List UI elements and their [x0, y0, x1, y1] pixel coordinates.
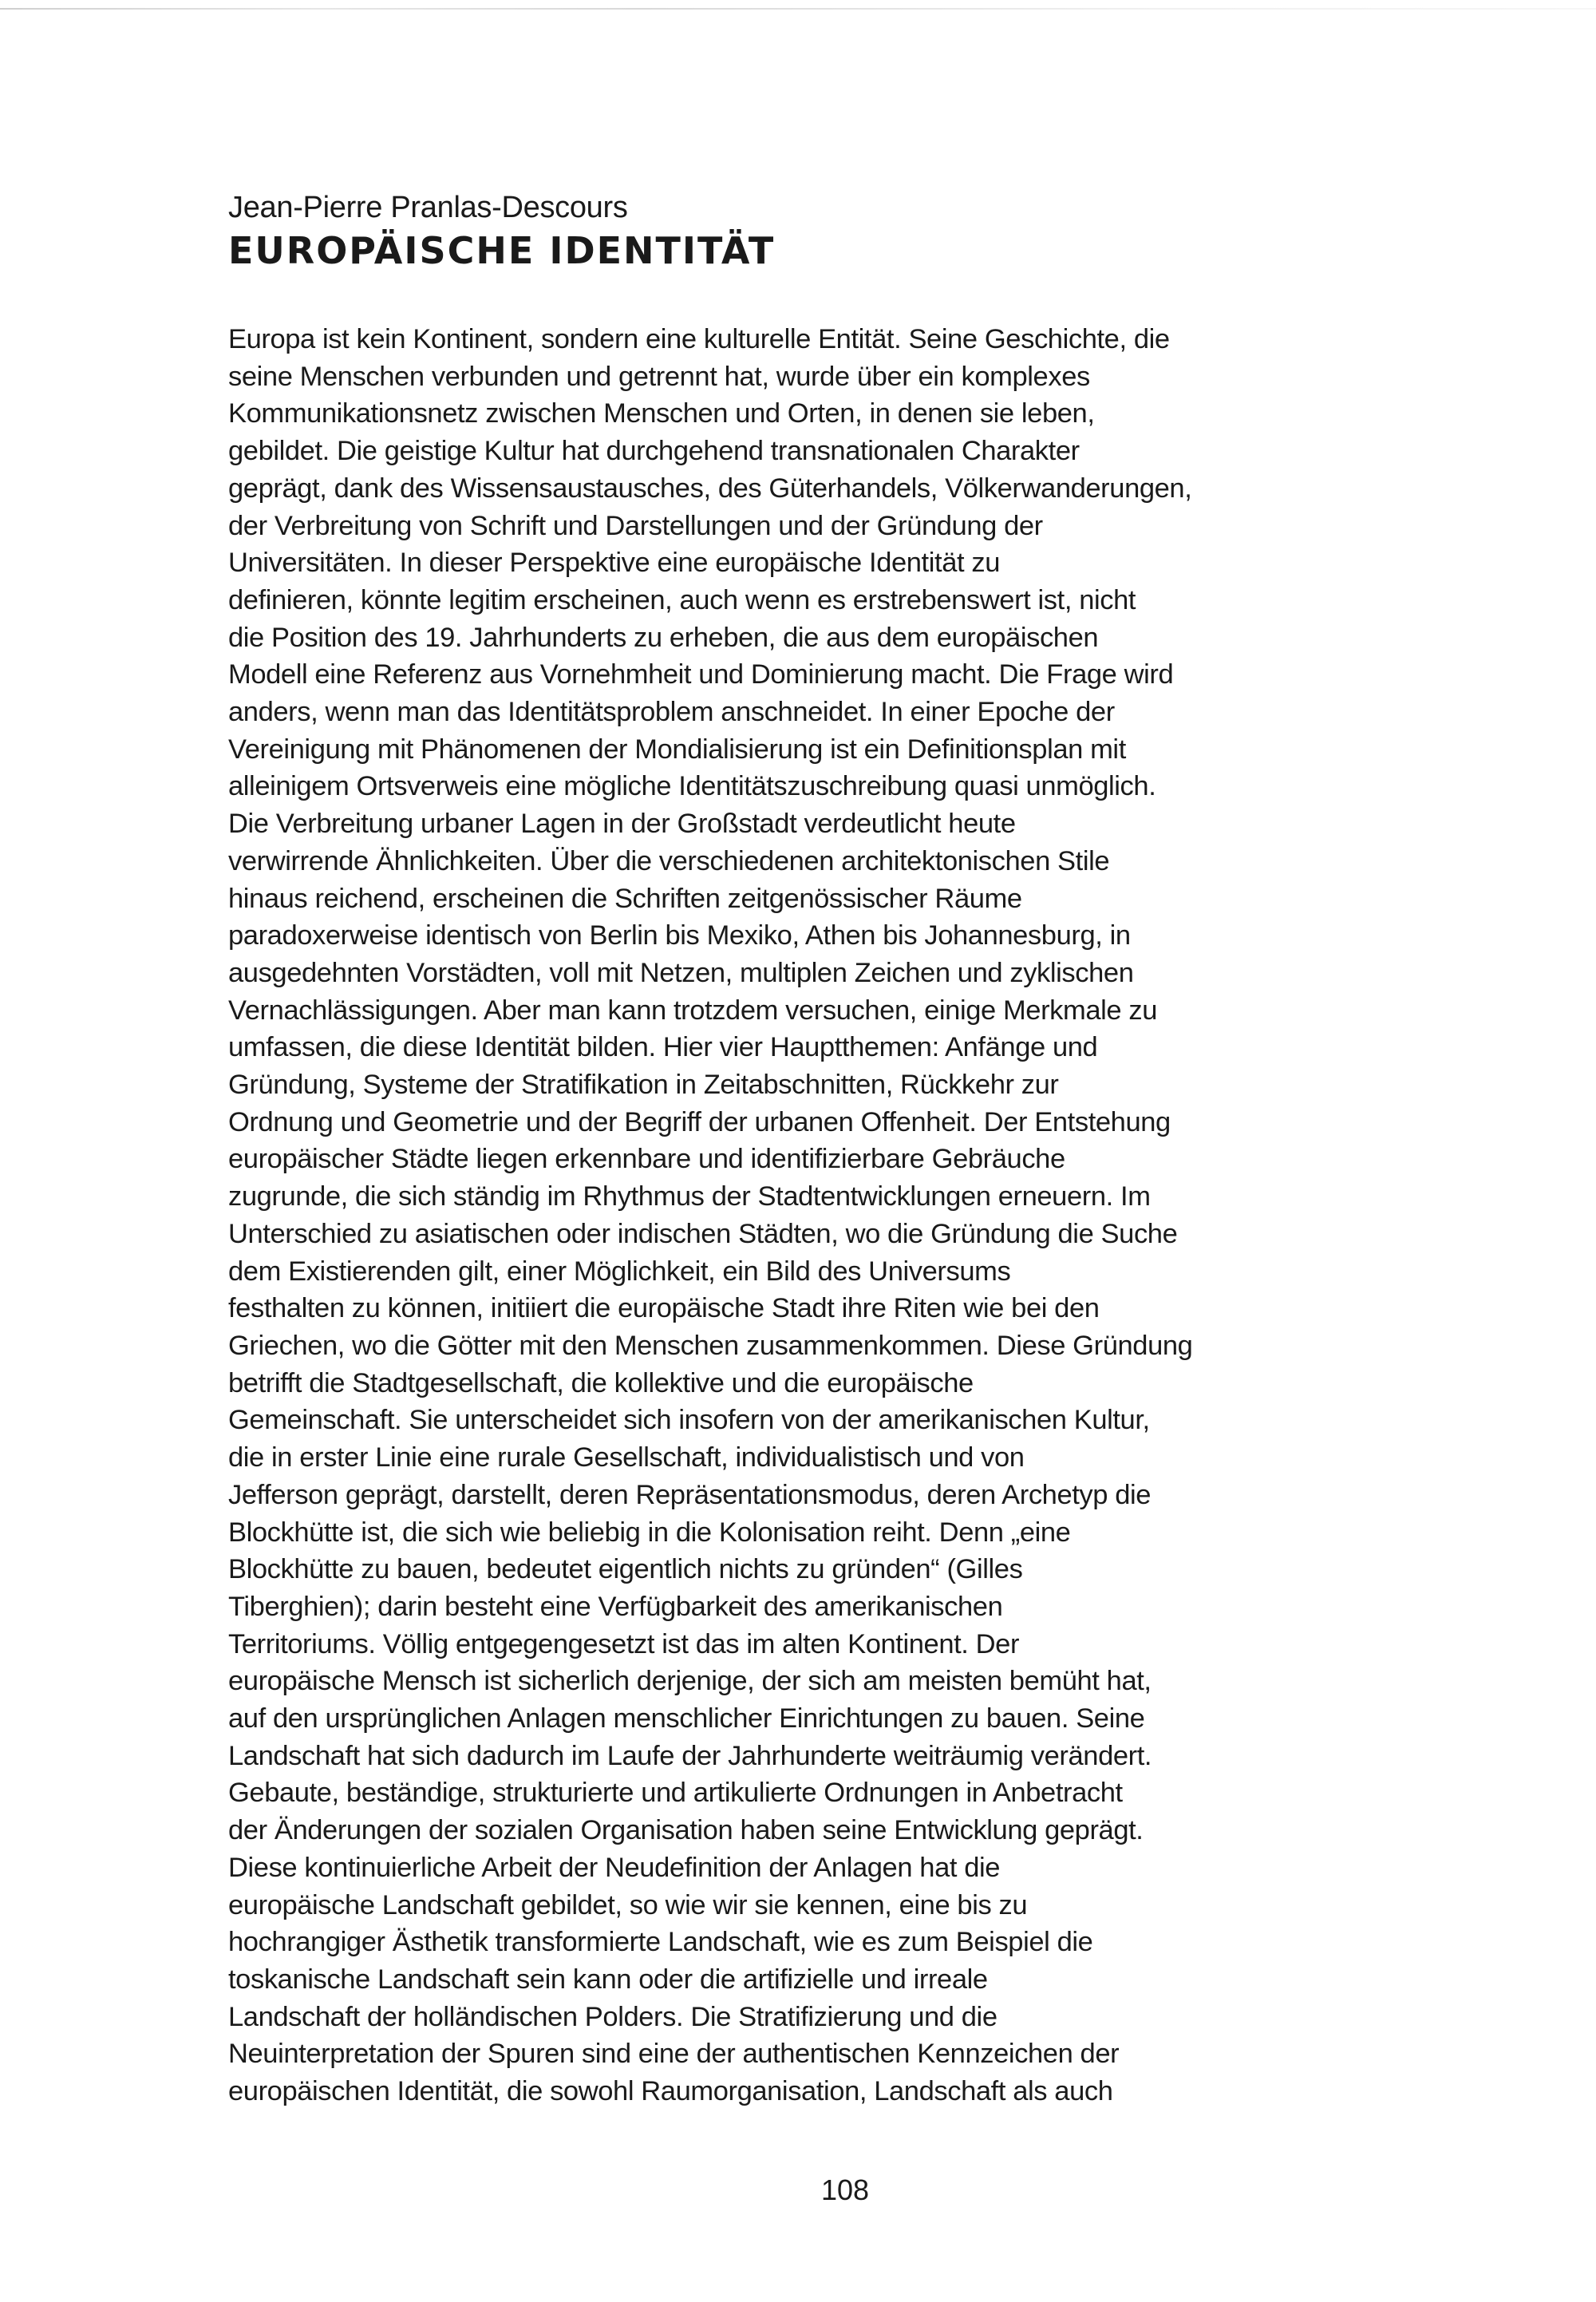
scan-edge-line	[0, 8, 1596, 10]
body-line: Tiberghien); darin besteht eine Verfügbarkeit des amerikanischen	[228, 1591, 1003, 1622]
body-line: die Position des 19. Jahrhunderts zu erheben, die aus dem europäischen	[228, 622, 1099, 653]
body-line: umfassen, die diese Identität bilden. Hier vier Hauptthemen: Anfänge und	[228, 1032, 1098, 1063]
body-line: alleinigem Ortsverweis eine mögliche Identitätszuschreibung quasi unmöglich.	[228, 771, 1156, 802]
body-line: Blockhütte ist, die sich wie beliebig in die Kolonisation reiht. Denn „eine	[228, 1517, 1071, 1548]
body-line: gebildet. Die geistige Kultur hat durchgehend transnationalen Charakter	[228, 436, 1080, 467]
body-line: europäischen Identität, die sowohl Raumorganisation, Landschaft als auch	[228, 2076, 1113, 2107]
body-line: Ordnung und Geometrie und der Begriff der urbanen Offenheit. Der Entstehung	[228, 1106, 1171, 1137]
body-line: hochrangiger Ästhetik transformierte Landschaft, wie es zum Beispiel die	[228, 1927, 1093, 1958]
body-line: Vereinigung mit Phänomenen der Mondialisierung ist ein Definitionsplan mit	[228, 734, 1126, 765]
body-line: anders, wenn man das Identitätsproblem anschneidet. In einer Epoche der	[228, 697, 1115, 728]
body-line: der Verbreitung von Schrift und Darstellungen und der Gründung der	[228, 510, 1043, 541]
body-line: Gemeinschaft. Sie unterscheidet sich insofern von der amerikanischen Kultur,	[228, 1405, 1150, 1436]
author-name: Jean-Pierre Pranlas-Descours	[228, 191, 628, 224]
body-line: Blockhütte zu bauen, bedeutet eigentlich nichts zu gründen“ (Gilles	[228, 1554, 1023, 1585]
body-line: Kommunikationsnetz zwischen Menschen und Orten, in denen sie leben,	[228, 398, 1095, 429]
article-title: EUROPÄISCHE IDENTITÄT	[228, 229, 776, 272]
article	[228, 188, 1218, 2110]
body-line: der Änderungen der sozialen Organisation haben seine Entwicklung geprägt.	[228, 1815, 1144, 1846]
body-line: toskanische Landschaft sein kann oder die artifizielle und irreale	[228, 1964, 988, 1995]
body-line: seine Menschen verbunden und getrennt hat, wurde über ein komplexes	[228, 361, 1090, 392]
body-line: Unterschied zu asiatischen oder indischen Städten, wo die Gründung die Suche	[228, 1218, 1178, 1249]
body-line: europäischer Städte liegen erkennbare und identifizierbare Gebräuche	[228, 1144, 1065, 1175]
body-line: festhalten zu können, initiiert die europäische Stadt ihre Riten wie bei den	[228, 1293, 1100, 1324]
body-line: hinaus reichend, erscheinen die Schriften zeitgenössischer Räume	[228, 883, 1022, 914]
body-line: Landschaft der holländischen Polders. Die Stratifizierung und die	[228, 2001, 998, 2032]
body-line: Territoriums. Völlig entgegengesetzt ist das im alten Kontinent. Der	[228, 1628, 1020, 1659]
body-line: dem Existierenden gilt, einer Möglichkeit, ein Bild des Universums	[228, 1256, 1011, 1287]
body-line: zugrunde, die sich ständig im Rhythmus der Stadtentwicklungen erneuern. Im	[228, 1181, 1151, 1212]
body-line: Universitäten. In dieser Perspektive eine europäische Identität zu	[228, 548, 1000, 579]
body-line: europäische Landschaft gebildet, so wie wir sie kennen, eine bis zu	[228, 1889, 1028, 1920]
body-line: paradoxerweise identisch von Berlin bis Mexiko, Athen bis Johannesburg, in	[228, 920, 1131, 951]
body-line: Griechen, wo die Götter mit den Menschen zusammenkommen. Diese Gründung	[228, 1330, 1193, 1361]
body-line: definieren, könnte legitim erscheinen, auch wenn es erstrebenswert ist, nicht	[228, 584, 1136, 615]
body-line: Europa ist kein Kontinent, sondern eine kulturelle Entität. Seine Geschichte, die	[228, 324, 1170, 354]
body-line: Jefferson geprägt, darstellt, deren Repräsentationsmodus, deren Archetyp die	[228, 1479, 1152, 1510]
body-line: geprägt, dank des Wissensaustausches, des Güterhandels, Völkerwanderungen,	[228, 473, 1192, 504]
article-body	[228, 321, 1218, 2110]
body-line: Neuinterpretation der Spuren sind eine der authentischen Kennzeichen der	[228, 2039, 1120, 2070]
body-line: auf den ursprünglichen Anlagen menschlicher Einrichtungen zu bauen. Seine	[228, 1703, 1145, 1734]
body-line: betrifft die Stadtgesellschaft, die kollektive und die europäische	[228, 1367, 974, 1398]
page-number: 108	[820, 2173, 870, 2206]
body-line: ausgedehnten Vorstädten, voll mit Netzen, multiplen Zeichen und zyklischen	[228, 957, 1134, 988]
body-line: Gründung, Systeme der Stratifikation in Zeitabschnitten, Rückkehr zur	[228, 1070, 1059, 1101]
body-line: die in erster Linie eine rurale Gesellschaft, individualistisch und von	[228, 1442, 1025, 1473]
body-line: Modell eine Referenz aus Vornehmheit und Dominierung macht. Die Frage wird	[228, 659, 1174, 690]
body-line: europäische Mensch ist sicherlich derjenige, der sich am meisten bemüht hat,	[228, 1666, 1152, 1697]
body-line: Gebaute, beständige, strukturierte und artikulierte Ordnungen in Anbetracht	[228, 1778, 1123, 1809]
body-line: Landschaft hat sich dadurch im Laufe der Jahrhunderte weiträumig verändert.	[228, 1740, 1152, 1771]
body-line: Die Verbreitung urbaner Lagen in der Großstadt verdeutlicht heute	[228, 809, 1016, 840]
body-line: Diese kontinuierliche Arbeit der Neudefinition der Anlagen hat die	[228, 1852, 1001, 1883]
body-line: verwirrende Ähnlichkeiten. Über die verschiedenen architektonischen Stile	[228, 845, 1110, 876]
body-line: Vernachlässigungen. Aber man kann trotzdem versuchen, einige Merkmale zu	[228, 995, 1158, 1026]
